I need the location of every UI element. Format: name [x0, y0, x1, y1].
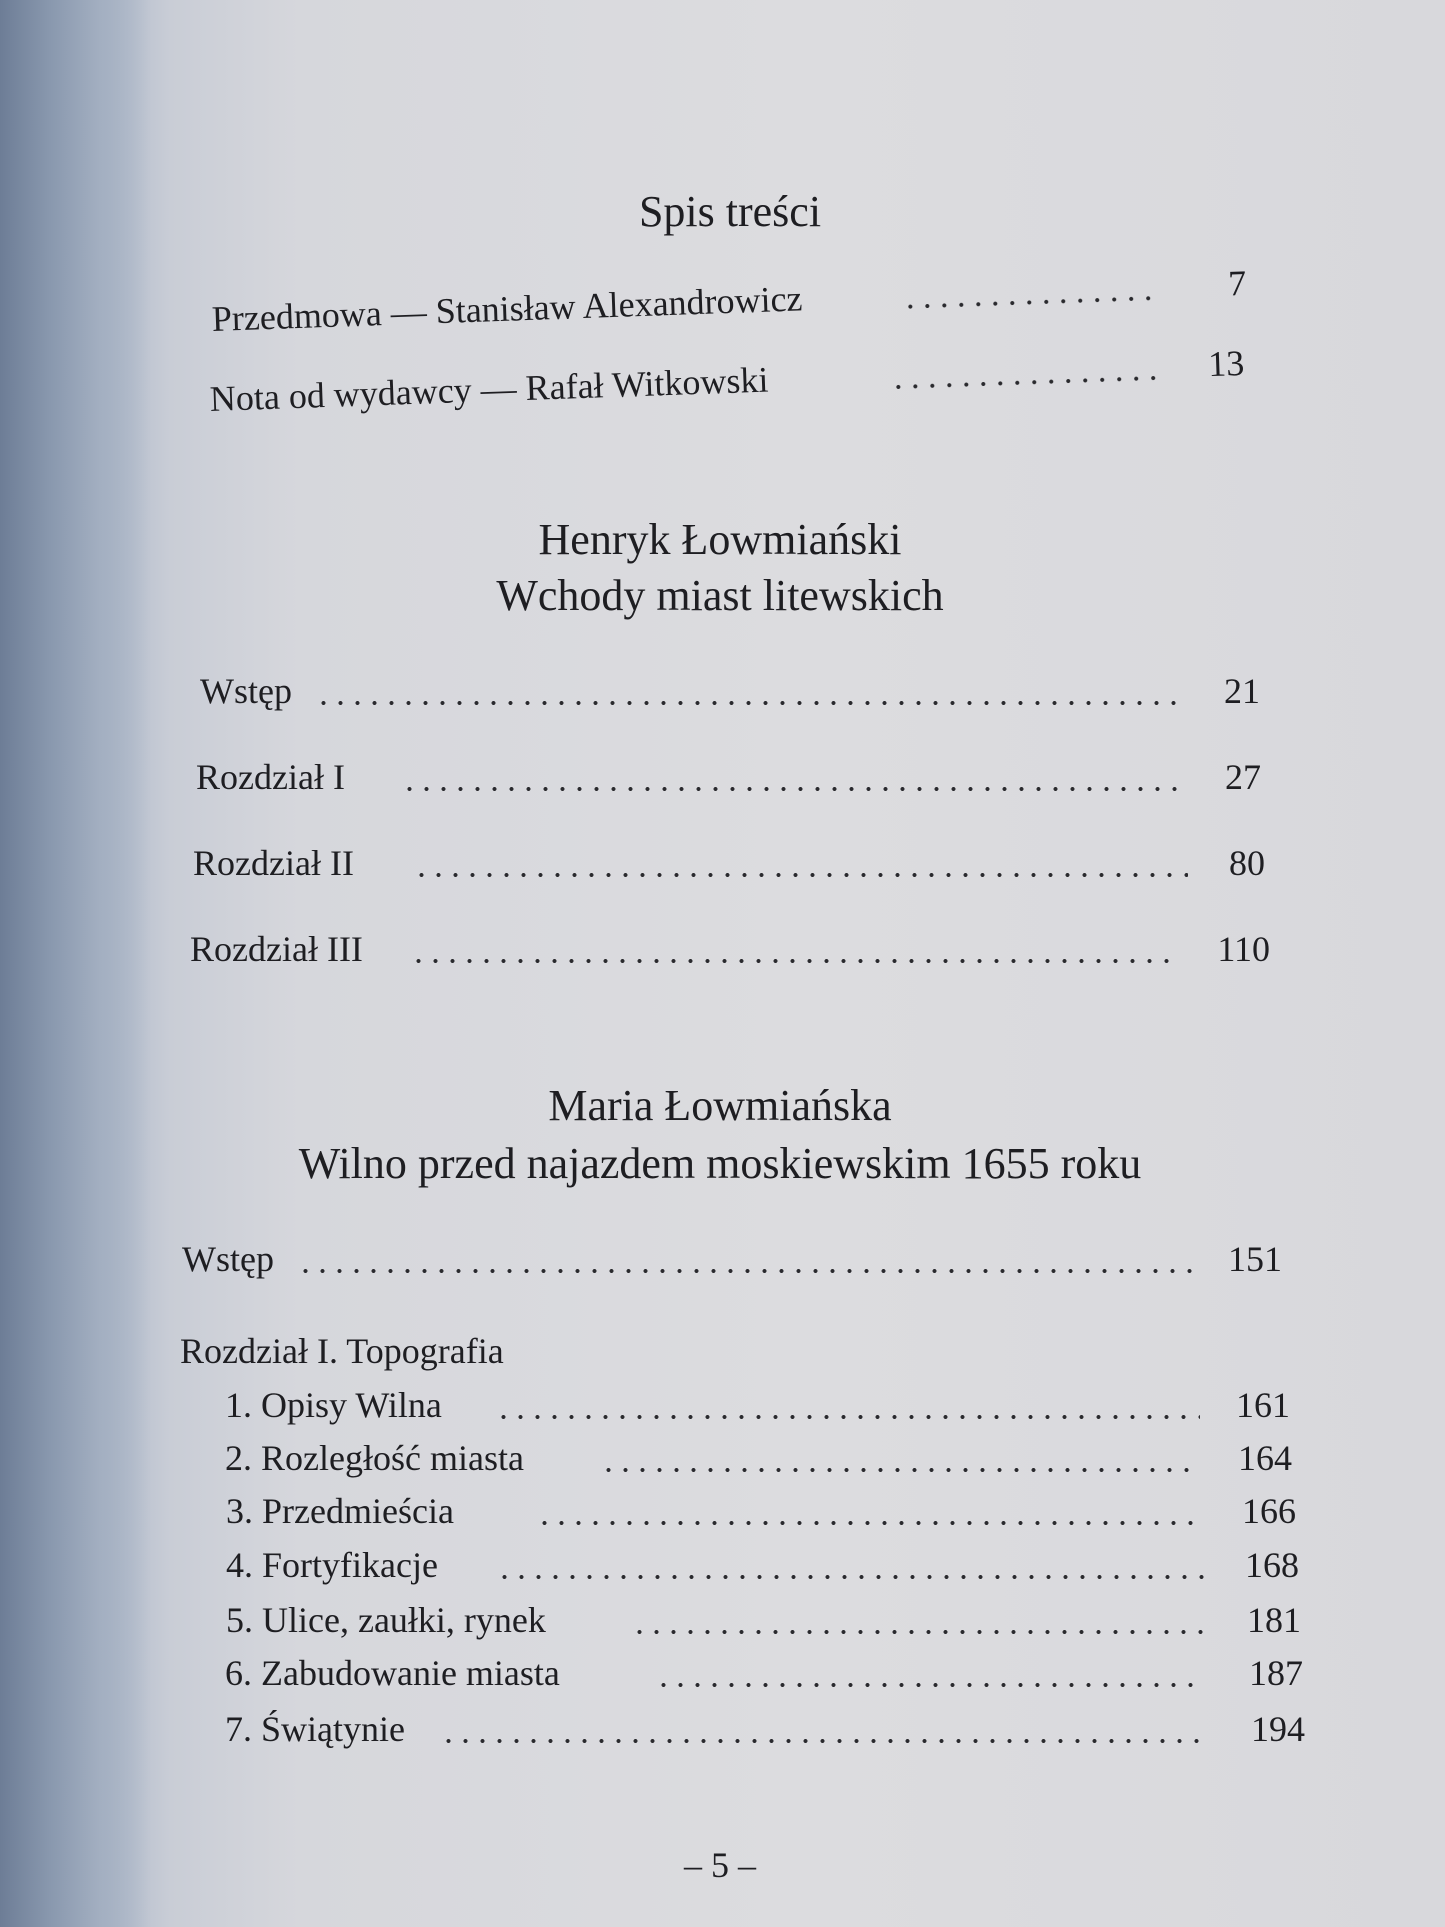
toc-entry-page: 187 [1249, 1653, 1303, 1693]
toc-subentry-5[interactable] [226, 1599, 1304, 1649]
toc-entry-label: Przedmowa — Stanisław Alexandrowicz [211, 278, 804, 339]
toc-entry-page: 151 [1228, 1239, 1282, 1279]
toc-subentry-4[interactable] [226, 1544, 1302, 1594]
dot-leader [536, 1520, 1201, 1526]
dot-leader [890, 375, 1160, 390]
toc-entry-label: Wstęp [200, 671, 292, 711]
toc-entry-page: 80 [1229, 843, 1265, 883]
dot-leader [495, 1414, 1200, 1420]
toc-entry-part1-chapter-1[interactable] [196, 756, 1266, 806]
dot-leader [401, 786, 1186, 792]
toc-entry-page: 13 [1207, 342, 1245, 385]
toc-entry-label: Rozdział I [196, 757, 345, 797]
toc-entry-label: Rozdział II [193, 843, 354, 883]
toc-entry-label: 6. Zabudowanie miasta [225, 1653, 560, 1693]
toc-entry-label: Nota od wydawcy — Rafał Witkowski [209, 359, 770, 419]
page-number: – 5 – [684, 1845, 756, 1885]
toc-entry-page: 27 [1225, 757, 1261, 797]
dot-leader [297, 1268, 1197, 1274]
toc-subentry-1[interactable] [225, 1384, 1295, 1434]
part2-author: Maria Łowmiańska [548, 1081, 892, 1130]
toc-entry-label: 1. Opisy Wilna [225, 1385, 442, 1425]
toc-subentry-6[interactable] [225, 1652, 1305, 1702]
toc-entry-page: 181 [1247, 1600, 1301, 1640]
toc-entry-part1-intro[interactable] [200, 670, 1270, 720]
toc-entry-label: 3. Przedmieścia [226, 1491, 454, 1531]
toc-entry-label: 7. Świątynie [225, 1709, 405, 1749]
dot-leader [413, 872, 1188, 878]
dot-leader [631, 1629, 1206, 1635]
toc-entry-publisher-note[interactable] [209, 342, 1250, 428]
toc-entry-label: Rozdział III [190, 929, 363, 969]
dot-leader [315, 700, 1185, 706]
dot-leader [410, 958, 1180, 964]
toc-entry-page: 168 [1245, 1545, 1299, 1585]
toc-entry-page: 194 [1251, 1709, 1305, 1749]
toc-entry-page: 164 [1238, 1438, 1292, 1478]
dot-leader [655, 1682, 1205, 1688]
toc-entry-part2-intro[interactable] [182, 1238, 1292, 1288]
toc-entry-preface[interactable] [211, 262, 1252, 348]
part1-author: Henryk Łowmiański [538, 515, 902, 564]
dot-leader [902, 295, 1162, 310]
part2-title: Wilno przed najazdem moskiewskim 1655 roku [298, 1139, 1142, 1188]
toc-entry-part1-chapter-2[interactable] [193, 842, 1268, 892]
chapter-heading: Rozdział I. Topografia [180, 1331, 504, 1371]
part1-title: Wchody miast litewskich [496, 571, 944, 620]
toc-entry-label: 5. Ulice, zaułki, rynek [226, 1600, 546, 1640]
toc-entry-page: 21 [1224, 671, 1260, 711]
toc-entry-label: 2. Rozległość miasta [225, 1438, 524, 1478]
dot-leader [600, 1467, 1200, 1473]
toc-entry-page: 7 [1227, 262, 1247, 304]
dot-leader [496, 1574, 1206, 1580]
toc-entry-page: 166 [1242, 1491, 1296, 1531]
page-title: Spis treści [638, 187, 822, 236]
toc-subentry-7[interactable] [225, 1708, 1307, 1758]
toc-entry-label: Wstęp [182, 1239, 274, 1279]
dot-leader [440, 1738, 1205, 1744]
toc-entry-page: 110 [1217, 929, 1270, 969]
toc-entry-label: 4. Fortyfikacje [226, 1545, 438, 1585]
toc-subentry-3[interactable] [226, 1490, 1300, 1540]
toc-subentry-2[interactable] [225, 1437, 1297, 1487]
toc-entry-part1-chapter-3[interactable] [190, 928, 1275, 978]
toc-entry-page: 161 [1236, 1385, 1290, 1425]
